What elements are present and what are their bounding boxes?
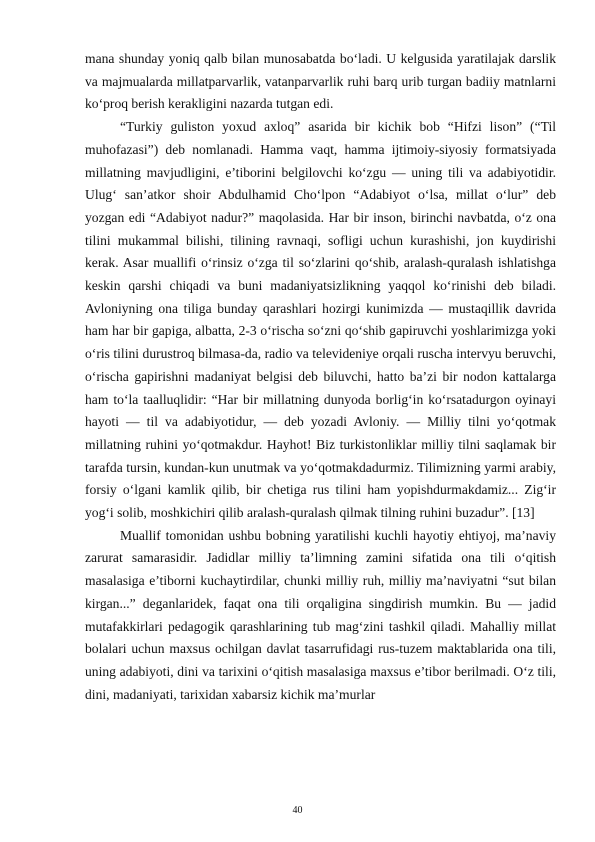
page-number: 40 — [292, 805, 303, 816]
paragraph-author-purpose: Muallif tomonidan ushbu bobning yaratilishi kuchli hayotiy ehtiyoj, ma’naviy zarurat samarasidir. Jadidlar milliy ta’limning zamini sifatida ona tili o‘qitish masalasiga e’tiborni kuchaytirdilar, chunki milliy ruh, milliy ma’naviyatni “sut bilan kirgan...” deganlaridek, faqat ona tili orqaligina singdirish mumkin. Bu — jadid mutafakkirlari pedagogik qarashlarining tub mag‘zini tashkil qiladi. Mahalliy millat bolalari uchun maxsus ochilgan davlat tasarrufidagi rus-tuzem maktablarida ona tili, uning adabiyoti, dini va tarixini o‘qitish masalasiga maxsus e’tibor berilmadi. O‘z tili, dini, madaniyati, tarixidan xabarsiz kichik ma’murlar — [85, 527, 556, 702]
document-body — [85, 48, 556, 706]
paragraph-continuation: mana shunday yoniq qalb bilan munosabatda bo‘ladi. U kelgusida yaratilajak darslik va majmualarda millatparvarlik, vatanparvarlik ruhi barq urib turgan badiiy matnlarni ko‘proq berish kerakligini nazarda tutgan edi. — [85, 51, 556, 112]
paragraph-hifzi-lison: “Turkiy guliston yoxud axloq” asarida bir kichik bob “Hifzi lison” (“Til muhofazasi”) deb nomlanadi. Hamma vaqt, hamma ijtimoiy-siyosiy formatsiyada millatning mavjudligini, e’tiborini belgilovchi ko‘zgu — uning tili va adabiyotidir. Ulug‘ san’atkor shoir Abdulhamid Cho‘lpon “Adabiyot o‘lsa, millat o‘lur” deb yozgan edi “Adabiyot nadur?” maqolasida. Har bir inson, birinchi navbatda, o‘z ona tilini mukammal bilishi, tilining ravnaqi, sofligi uchun kurashishi, jon kuydirishi kerak. Asar muallifi o‘rinsiz o‘zga til so‘zlarini qo‘shib, aralash-quralash ishlatishga keskin qarshi chiqadi va buni madaniyatsizlikning yaqqol ko‘rinishi deb biladi. Avloniyning ona tiliga bunday qarashlari hozirgi kunimizda — mustaqillik davrida ham har bir gapiga, albatta, 2-3 o‘rischa so‘zni qo‘shib gapiruvchi yoshlarimizga yoki o‘ris tilini durustroq bilmasa-da, radio va televideniye orqali ruscha intervyu beruvchi, o‘rischa gapirishni madaniyat belgisi deb biluvchi, hatto ba’zi bir nodon kattalarga ham to‘la taalluqlidir: “Har bir millatning dunyoda borlig‘in ko‘rsatadurgon oyinayi hayoti — til va adabiyotidur, — deb yozadi Avloniy. — Milliy tilni yo‘qotmak millatning ruhini yo‘qotmakdur. Hayhot! Biz turkistonliklar milliy tilni saqlamak bir tarafda tursin, kundan-kun unutmak va yo‘qotmakdadurmiz. Tilimizning yarmi arabiy, forsiy o‘lgani kamlik qilib, bir chetiga rus tilini ham yopishdurmakdamiz... Zig‘ir yog‘i solib, moshkichiri qilib aralash-quralash qilmak tilning ruhini buzadur”. [13] — [85, 119, 556, 521]
